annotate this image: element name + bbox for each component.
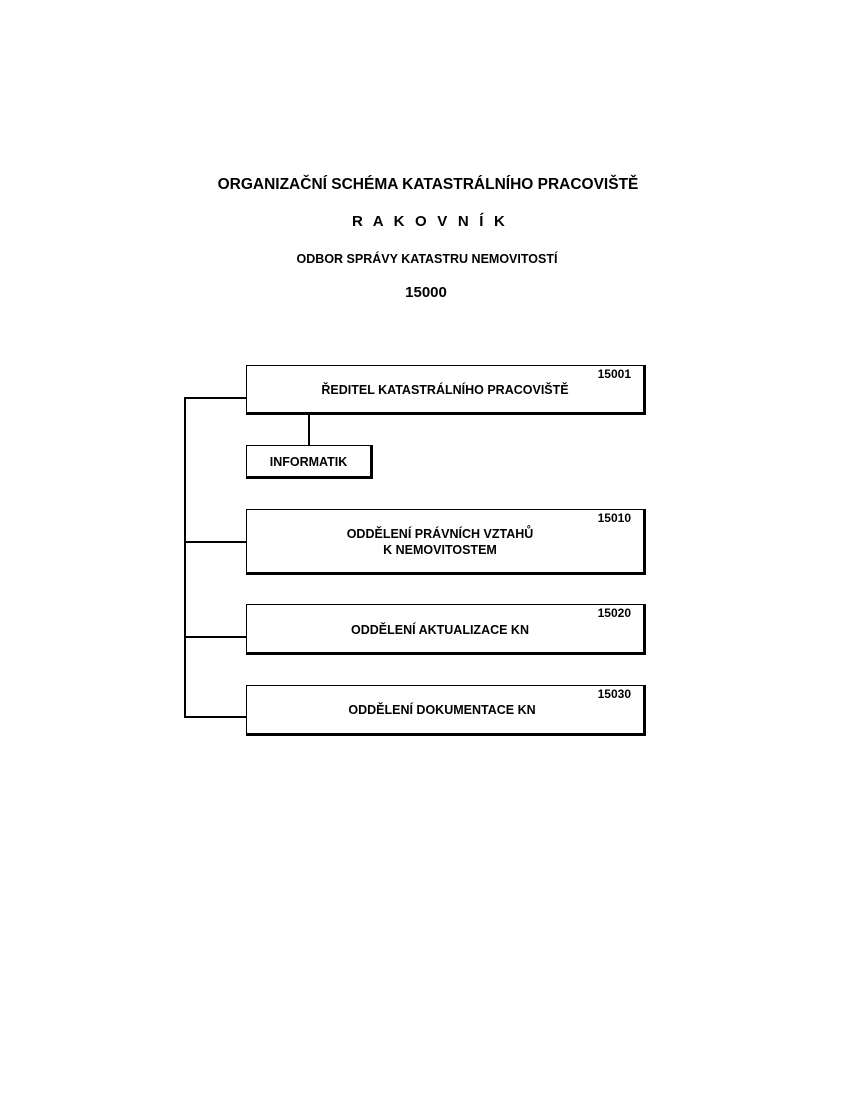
legal-department-box bbox=[246, 509, 646, 575]
director-code: 15001 bbox=[597, 367, 631, 381]
connector-director bbox=[184, 397, 247, 399]
left-vertical-connector bbox=[184, 397, 186, 718]
connector-informatik bbox=[308, 414, 310, 446]
documentation-department-box bbox=[246, 685, 646, 736]
legal-department-label-line2: K NEMOVITOSTEM bbox=[383, 543, 497, 557]
legal-department-code: 15010 bbox=[597, 511, 631, 525]
connector-documentation bbox=[184, 716, 247, 718]
department-code: 15000 bbox=[405, 284, 447, 301]
page-title: ORGANIZAČNÍ SCHÉMA KATASTRÁLNÍHO PRACOVIŠTĚ bbox=[217, 176, 639, 193]
documentation-department-code: 15030 bbox=[597, 687, 631, 701]
legal-department-label-line1: ODDĚLENÍ PRÁVNÍCH VZTAHŮ bbox=[346, 527, 534, 541]
update-department-label: ODDĚLENÍ AKTUALIZACE KN bbox=[350, 623, 529, 637]
update-department-box bbox=[246, 604, 646, 655]
director-label: ŘEDITEL KATASTRÁLNÍHO PRACOVIŠTĚ bbox=[321, 383, 569, 397]
department-name: ODBOR SPRÁVY KATASTRU NEMOVITOSTÍ bbox=[296, 252, 558, 266]
city-name: R A K O V N Í K bbox=[351, 213, 509, 230]
informatik-box bbox=[246, 445, 373, 479]
director-box bbox=[246, 365, 646, 415]
documentation-department-label: ODDĚLENÍ DOKUMENTACE KN bbox=[348, 703, 536, 717]
informatik-label: INFORMATIK bbox=[269, 455, 348, 469]
update-department-code: 15020 bbox=[597, 606, 631, 620]
